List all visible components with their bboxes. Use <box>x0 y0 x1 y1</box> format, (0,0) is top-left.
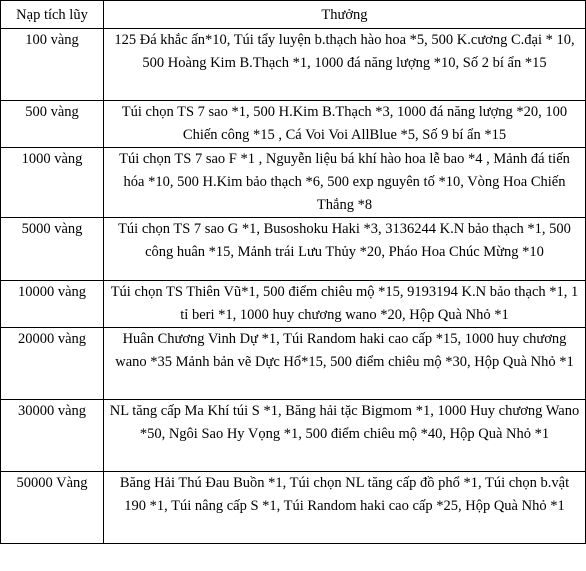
reward-cell: Túi chọn TS 7 sao G *1, Busoshoku Haki *3, 3136244 K.N bảo thạch *1, 500 công huân *15, Mảnh trái Lưu Thủy *20, Pháo Hoa Chúc Mừng *10 <box>104 218 586 281</box>
amount-cell: 100 vàng <box>1 29 104 101</box>
table-row <box>1 148 586 218</box>
table-row <box>1 472 586 544</box>
reward-cell: 125 Đá khắc ấn*10, Túi tẩy luyện b.thạch hào hoa *5, 500 K.cương C.đại * 10, 500 Hoàng Kim B.Thạch *1, 1000 đá năng lượng *10, Số 2 bí ẩn *15 <box>104 29 586 101</box>
amount-cell: 500 vàng <box>1 101 104 148</box>
reward-cell: NL tăng cấp Ma Khí túi S *1, Băng hải tặc Bigmom *1, 1000 Huy chương Wano *50, Ngôi Sao Hy Vọng *1, 500 điểm chiêu mộ *40, Hộp Quà Nhỏ *1 <box>104 400 586 472</box>
amount-cell: 10000 vàng <box>1 281 104 328</box>
amount-cell: 20000 vàng <box>1 328 104 400</box>
table-row <box>1 281 586 328</box>
amount-cell: 1000 vàng <box>1 148 104 218</box>
table-row <box>1 328 586 400</box>
reward-cell: Túi chọn TS 7 sao *1, 500 H.Kim B.Thạch *3, 1000 đá năng lượng *20, 100 Chiến công *15 , Cá Voi Voi AllBlue *5, Số 9 bí ẩn *15 <box>104 101 586 148</box>
reward-cell: Túi chọn TS Thiên Vũ*1, 500 điểm chiêu mộ *15, 9193194 K.N bảo thạch *1, 1 tỉ beri *1, 1000 huy chương wano *20, Hộp Quà Nhỏ *1 <box>104 281 586 328</box>
reward-cell: Túi chọn TS 7 sao F *1 , Nguyễn liệu bá khí hào hoa lễ bao *4 , Mảnh đá tiến hóa *10, 500 H.Kim bảo thạch *6, 500 exp nguyên tố *10, Vòng Hoa Chiến Thắng *8 <box>104 148 586 218</box>
header-amount: Nạp tích lũy <box>1 1 104 29</box>
table-row <box>1 101 586 148</box>
reward-cell: Huân Chương Vinh Dự *1, Túi Random haki cao cấp *15, 1000 huy chương wano *35 Mảnh bản vẽ Dực Hổ*15, 500 điểm chiêu mộ *30, Hộp Quà Nhỏ *1 <box>104 328 586 400</box>
table-row <box>1 400 586 472</box>
header-reward: Thưởng <box>104 1 586 29</box>
amount-cell: 50000 Vàng <box>1 472 104 544</box>
reward-cell: Băng Hải Thú Đau Buồn *1, Túi chọn NL tăng cấp đồ phổ *1, Túi chọn b.vật 190 *1, Túi nâng cấp S *1, Túi Random haki cao cấp *25, Hộp Quà Nhỏ *1 <box>104 472 586 544</box>
table-row <box>1 29 586 101</box>
table-row <box>1 218 586 281</box>
amount-cell: 5000 vàng <box>1 218 104 281</box>
amount-cell: 30000 vàng <box>1 400 104 472</box>
header-row <box>1 1 586 29</box>
